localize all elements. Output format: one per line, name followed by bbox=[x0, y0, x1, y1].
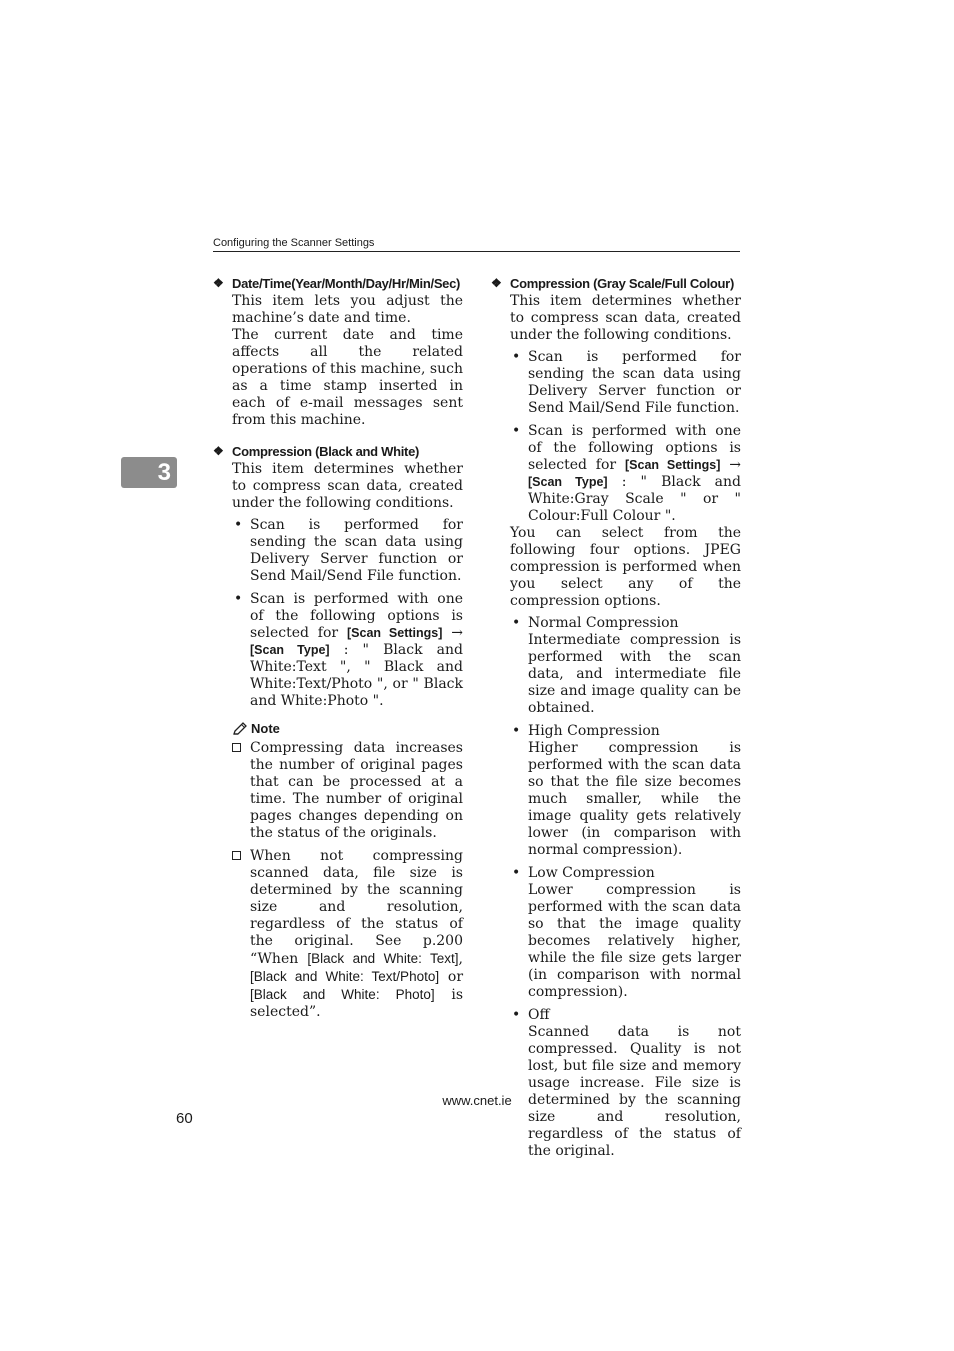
section-body-compression-bw bbox=[232, 461, 463, 710]
page-number: 60 bbox=[176, 1110, 193, 1127]
option-item bbox=[512, 723, 741, 859]
list-item: • Scan is performed with one of the following options is selected for [Scan Settings] → [Scan Type] : " Black and White:Text ", " Black and White:Text/Photo ", or " Black and White:Photo ". bbox=[234, 591, 464, 709]
right-column bbox=[491, 275, 741, 1166]
section-heading-date-time: ❖ Date/Time(Year/Month/Day/Hr/Min/Sec) bbox=[213, 276, 461, 291]
ui-label-scan-settings: [Scan Settings] bbox=[625, 458, 721, 472]
option-item bbox=[512, 1007, 741, 1160]
arrow-icon: → bbox=[451, 625, 464, 641]
paragraph: This item lets you adjust the machine’s date and time. bbox=[232, 293, 463, 326]
section-body-compression-color bbox=[510, 293, 741, 1160]
option-item bbox=[512, 615, 741, 717]
option-description: Lower compression is performed with the scan data so that the image quality becomes relatively higher, while the file size gets larger (in comparison with normal compression). bbox=[528, 882, 741, 1000]
diamond-bullet-icon: ❖ bbox=[213, 444, 224, 458]
option-name: High Compression bbox=[528, 723, 660, 739]
paragraph: This item determines whether to compress scan data, created under the following conditions. bbox=[232, 461, 463, 511]
bullet-list bbox=[510, 349, 741, 525]
ui-label-bw-text: [Black and White: Text] bbox=[307, 951, 459, 966]
left-column bbox=[213, 275, 463, 1027]
option-item bbox=[512, 865, 741, 1001]
option-name: Low Compression bbox=[528, 865, 655, 881]
option-description: Scanned data is not compressed. Quality is not lost, but file size and memory usage increase. File size is determined by the scanning size and resolution, regardless of the status of the original. bbox=[528, 1024, 741, 1159]
list-item: • Scan is performed for sending the scan data using Delivery Server function or Send Mail/Send File function. bbox=[512, 349, 741, 416]
bullet-dot-icon: • bbox=[512, 349, 521, 365]
option-name: Normal Compression bbox=[528, 615, 679, 631]
note-item: Compressing data increases the number of original pages that can be processed at a time. The number of original pages changes depending on the status of the originals. bbox=[250, 740, 463, 842]
bullet-dot-icon: • bbox=[512, 615, 521, 631]
section-heading-compression-bw: ❖ Compression (Black and White) bbox=[213, 444, 420, 459]
bullet-dot-icon: • bbox=[234, 517, 243, 533]
ui-label-bw-text-photo: [Black and White: Text/Photo] bbox=[250, 969, 440, 984]
ui-label-scan-type: [Scan Type] bbox=[250, 643, 330, 657]
option-description: Higher compression is performed with the scan data so that the file size becomes much smaller, while the image quality gets relatively lower (in comparison with normal compression). bbox=[528, 740, 741, 858]
ui-label-scan-settings: [Scan Settings] bbox=[347, 626, 443, 640]
bullet-list bbox=[232, 517, 463, 710]
running-header: Configuring the Scanner Settings bbox=[213, 237, 740, 252]
note-item: When not compressing scanned data, file size is determined by the scanning size and resolution, regardless of the status of the original. See p.200 “When [Black and White: Text], [Black and White: Text/Photo] or [Black and White: Photo] is selected”. bbox=[250, 848, 463, 1021]
list-item: • Scan is performed for sending the scan data using Delivery Server function or Send Mail/Send File function. bbox=[234, 517, 463, 584]
chapter-tab: 3 bbox=[121, 457, 177, 488]
section-heading-compression-color: ❖ Compression (Gray Scale/Full Colour) bbox=[491, 276, 734, 291]
option-list bbox=[510, 615, 741, 1160]
section-body-date-time bbox=[232, 293, 463, 429]
ui-label-bw-photo: [Black and White: Photo] bbox=[250, 987, 435, 1002]
bullet-dot-icon: • bbox=[234, 591, 243, 607]
note-heading: Note bbox=[232, 720, 463, 737]
option-name: Off bbox=[528, 1007, 550, 1023]
ui-label-scan-type: [Scan Type] bbox=[528, 475, 608, 489]
footer-url: www.cnet.ie bbox=[442, 1093, 512, 1108]
list-item: • Scan is performed with one of the following options is selected for [Scan Settings] → [Scan Type] : " Black and White:Gray Scale " or " Colour:Full Colour ". bbox=[512, 423, 742, 524]
pencil-icon bbox=[232, 722, 250, 736]
bullet-dot-icon: • bbox=[512, 423, 521, 439]
arrow-icon: → bbox=[729, 457, 742, 473]
note-list bbox=[232, 740, 463, 1021]
bullet-dot-icon: • bbox=[512, 723, 521, 739]
diamond-bullet-icon: ❖ bbox=[213, 276, 224, 290]
option-description: Intermediate compression is performed with the scan data, and intermediate file size and image quality can be obtained. bbox=[528, 632, 741, 716]
bullet-dot-icon: • bbox=[512, 1007, 521, 1023]
checkbox-square-icon bbox=[232, 743, 241, 752]
paragraph: You can select from the following four options. JPEG compression is performed when you select any of the compression options. bbox=[510, 525, 741, 609]
paragraph: This item determines whether to compress scan data, created under the following conditions. bbox=[510, 293, 741, 343]
bullet-dot-icon: • bbox=[512, 865, 521, 881]
diamond-bullet-icon: ❖ bbox=[491, 276, 502, 290]
checkbox-square-icon bbox=[232, 851, 241, 860]
paragraph: The current date and time affects all the related operations of this machine, such as a time stamp inserted in each of e-mail messages sent from this machine. bbox=[232, 327, 463, 428]
